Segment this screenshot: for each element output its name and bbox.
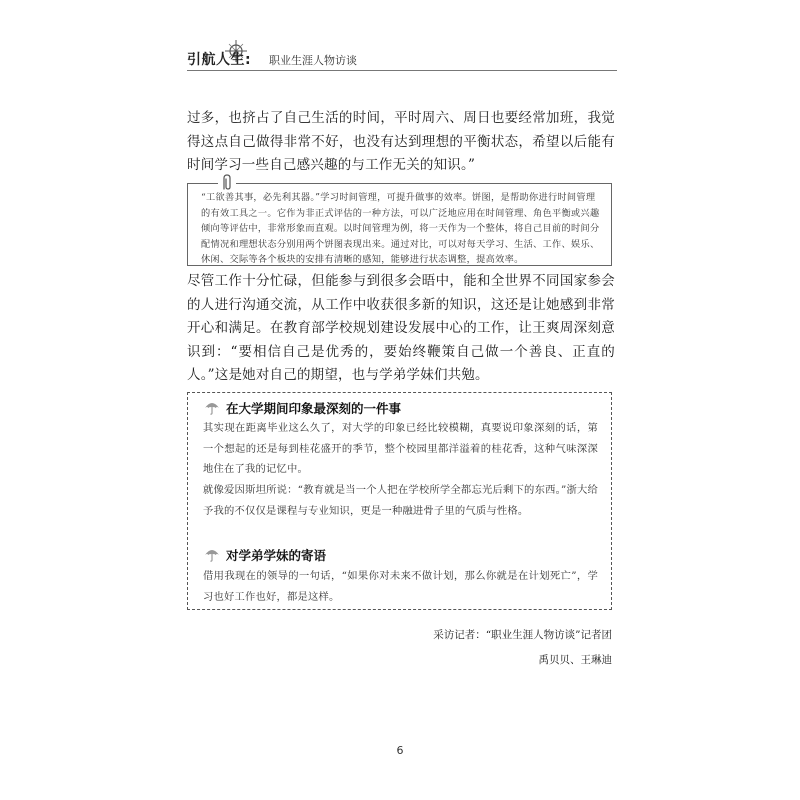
reporter-credit: 采访记者：“职业生涯人物访谈”记者团 (433, 629, 612, 641)
body-paragraph-middle: 尽管工作十分忙碌，但能参与到很多会晤中，能和全世界不同国家参会的人进行沟通交流，从工作中收获很多新的知识，这还是让她感到非常开心和满足。在教育部学校规划建设发展中心的工作，让王爽周深刻意识到：“要相信自己是优秀的，要始终鞭策自己做一个善良、正直的人。”这是她对自己的期望，也与学弟学妹们共勉。 (187, 273, 615, 383)
running-header (187, 40, 617, 70)
umbrella-icon (204, 548, 220, 562)
book-subtitle: 职业生涯人物访谈 (269, 54, 357, 67)
book-title: 引航人生: (187, 52, 252, 68)
section-heading-text: 对学弟学妹的寄语 (226, 548, 327, 563)
section-heading-advice (202, 546, 330, 564)
header-rule (187, 70, 617, 71)
reporter-names: 禹贝贝、王琳迪 (538, 654, 612, 666)
tip-note-box (187, 183, 612, 266)
box-paragraph: 就像爱因斯坦所说：“教育就是当一个人把在学校所学全都忘光后剩下的东西。”浙大给予我的不仅仅是课程与专业知识，更是一种融进骨子里的气质与性格。 (203, 484, 598, 517)
body-paragraph-top: 过多，也挤占了自己生活的时间，平时周六、周日也要经常加班，我觉得这点自己做得非常不好，也没有达到理想的平衡状态，希望以后能有时间学习一些自己感兴趣的与工作无关的知识。” (187, 110, 615, 173)
box-paragraph: 其实现在距离毕业这么久了，对大学的印象已经比较模糊，真要说印象深刻的话，第一个想起的还是每到桂花盛开的季节，整个校园里都洋溢着的桂花香，这种气味深深地住在了我的记忆中。 (203, 422, 598, 475)
section-heading-text: 在大学期间印象最深刻的一件事 (226, 401, 402, 416)
umbrella-icon (204, 401, 220, 415)
box-paragraph: 借用我现在的领导的一句话，“如果你对未来不做计划，那么你就是在计划死亡”，学习也好工作也好，都是这样。 (203, 570, 598, 603)
section-heading-memorable (202, 399, 405, 417)
tip-note-text: “工欲善其事，必先利其器。”学习时间管理，可提升做事的效率。饼图，是帮助你进行时间管理的有效工具之一。它作为非正式评估的一种方法，可以广泛地应用在时间管理、角色平衡或兴趣倾向等评估中，非常形象而直观。以时间管理为例，将一天作为一个整体，将自己目前的时间分配情况和理想状态分别用两个饼图表现出来。通过对比，可以对每天学习、生活、工作、娱乐、休闲、交际等各个板块的安排有清晰的感知，能够进行状态调整，提高效率。 (201, 192, 600, 265)
page-number: 6 (396, 744, 404, 757)
